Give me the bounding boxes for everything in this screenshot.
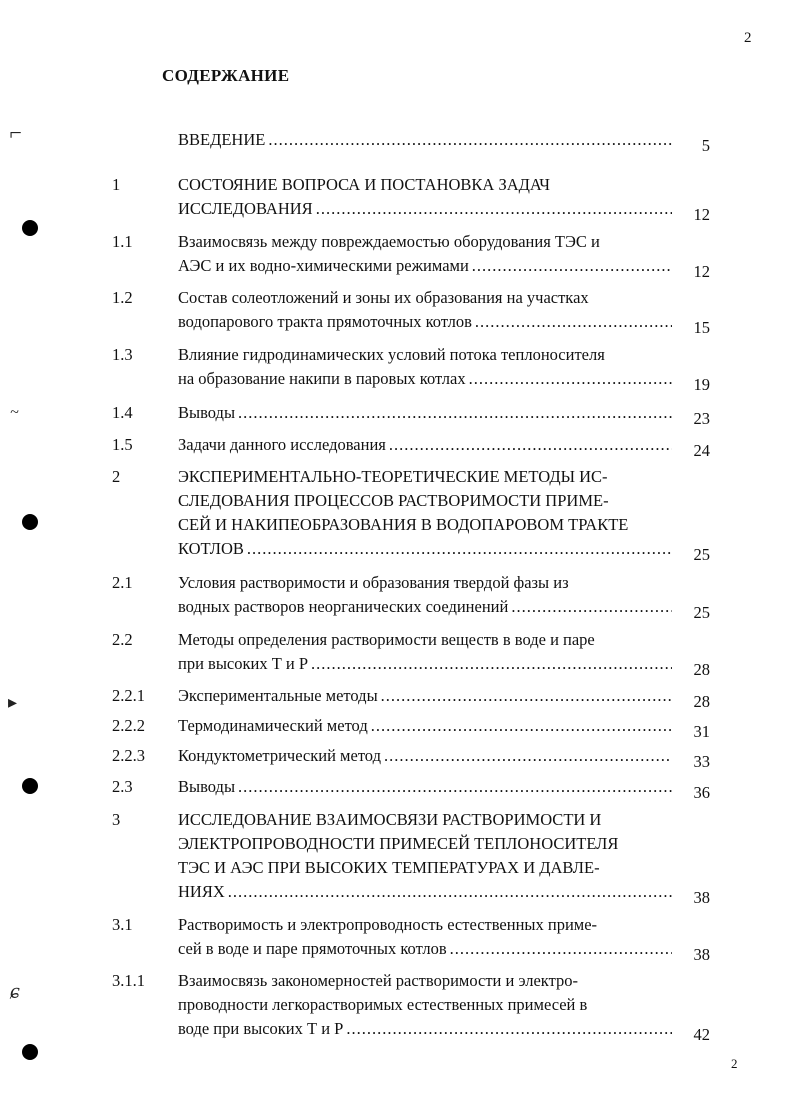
dot-leader (225, 880, 672, 904)
toc-entry-number: 1.3 (112, 345, 133, 364)
toc-entry-title-line: Состав солеотложений и зоны их образования на участках (178, 288, 589, 307)
toc-entry-title-line: Влияние гидродинамических условий потока теплоносителя (178, 345, 605, 364)
toc-entry-title-line: Взаимосвязь закономерностей растворимости и электро- (178, 971, 578, 990)
toc-entry-page: 33 (693, 752, 710, 771)
toc-entry-title-line: СЕЙ И НАКИПЕОБРАЗОВАНИЯ В ВОДОПАРОВОМ ТРАКТЕ (178, 515, 629, 534)
toc-entry-title (178, 913, 672, 961)
toc-entry-page: 28 (693, 692, 710, 711)
toc-entry-page: 24 (693, 441, 710, 460)
toc-entry-title (178, 173, 672, 221)
dot-leader (381, 744, 672, 768)
margin-mark: ~ (10, 404, 19, 421)
toc-entry-number: 3.1.1 (112, 971, 145, 990)
dot-leader (508, 595, 672, 619)
toc-entry-title (178, 343, 672, 391)
toc-entry-number: 3 (112, 810, 121, 829)
dot-leader (469, 254, 672, 278)
toc-entry-title (178, 401, 672, 425)
toc-entry-title-line: Термодинамический метод (178, 716, 368, 735)
toc-entry-title (178, 571, 672, 619)
toc-entry-title-line: Методы определения растворимости веществ в воде и паре (178, 630, 595, 649)
dot-leader (368, 714, 672, 738)
toc-entry-title (178, 465, 672, 561)
dot-leader (244, 537, 672, 561)
toc-entry-title (178, 684, 672, 708)
toc-entry-number: 2 (112, 467, 121, 486)
toc-entry-title-line: Взаимосвязь между повреждаемостью оборудования ТЭС и (178, 232, 600, 251)
toc-entry-title-line: воде при высоких Т и Р (178, 1019, 344, 1038)
toc-entry-page: 5 (701, 136, 710, 155)
toc-entry-number: 1.2 (112, 288, 133, 307)
toc-entry-page: 23 (693, 409, 710, 428)
toc-entry-number: 2.2.3 (112, 746, 145, 765)
toc-entry-title-line: сей в воде и паре прямоточных котлов (178, 939, 447, 958)
toc-entry-page: 38 (693, 888, 710, 907)
toc-entry-title-line: на образование накипи в паровых котлах (178, 369, 466, 388)
toc-entry-number: 2.2 (112, 630, 133, 649)
toc-entry-title (178, 230, 672, 278)
toc-entry-title-line: при высоких Т и Р (178, 654, 309, 673)
margin-mark: ⌐ (8, 120, 23, 145)
toc-entry-title (178, 808, 672, 904)
dot-leader (308, 652, 672, 676)
toc-entry-page: 15 (693, 318, 710, 337)
toc-entry-page: 12 (693, 205, 710, 224)
dot-leader (378, 684, 672, 708)
page-heading: СОДЕРЖАНИЕ (162, 66, 290, 85)
toc-entry-page: 12 (693, 262, 710, 281)
page-number-bottom: 2 (731, 1056, 738, 1071)
toc-entry-title-line: СЛЕДОВАНИЯ ПРОЦЕССОВ РАСТВОРИМОСТИ ПРИМЕ- (178, 491, 609, 510)
toc-entry-title-line: СОСТОЯНИЕ ВОПРОСА И ПОСТАНОВКА ЗАДАЧ (178, 175, 551, 194)
toc-entry-number: 2.1 (112, 573, 133, 592)
toc-entry-page: 19 (693, 375, 710, 394)
dot-leader (386, 433, 672, 457)
toc-entry-page: 25 (693, 603, 710, 622)
dot-leader (343, 1017, 672, 1041)
toc-entry-title-line: НИЯХ (178, 882, 225, 901)
toc-entry-number: 1.1 (112, 232, 133, 251)
toc-entry-title-line: водопарового тракта прямоточных котлов (178, 312, 472, 331)
toc-entry-title-line: ЭКСПЕРИМЕНТАЛЬНО-ТЕОРЕТИЧЕСКИЕ МЕТОДЫ ИС- (178, 467, 608, 486)
toc-entry-number: 2.3 (112, 777, 133, 796)
dot-leader (265, 128, 672, 152)
toc-entry-number: 1.5 (112, 435, 133, 454)
toc-entry-title (178, 775, 672, 799)
toc-entry-title (178, 714, 672, 738)
toc-entry-title (178, 286, 672, 334)
binder-hole (22, 778, 38, 794)
toc-entry-title-line: Растворимость и электропроводность естественных приме- (178, 915, 598, 934)
dot-leader (472, 310, 672, 334)
toc-entry-number: 1 (112, 175, 121, 194)
toc-entry-title-line: водных растворов неорганических соединений (178, 597, 509, 616)
toc-entry-title-line: ИССЛЕДОВАНИЕ ВЗАИМОСВЯЗИ РАСТВОРИМОСТИ И (178, 810, 602, 829)
toc-entry-page: 31 (693, 722, 710, 741)
toc-entry-title-line: ВВЕДЕНИЕ (178, 130, 266, 149)
toc-entry-title (178, 969, 672, 1041)
dot-leader (235, 401, 672, 425)
dot-leader (447, 937, 672, 961)
toc-entry-title-line: Экспериментальные методы (178, 686, 378, 705)
toc-entry-page: 25 (693, 545, 710, 564)
dot-leader (235, 775, 672, 799)
binder-hole (22, 220, 38, 236)
dot-leader (466, 367, 672, 391)
toc-entry-title-line: ИССЛЕДОВАНИЯ (178, 199, 313, 218)
page-number-top: 2 (744, 30, 752, 46)
toc-entry-number: 1.4 (112, 403, 133, 422)
toc-entry-title-line: Задачи данного исследования (178, 435, 386, 454)
toc-entry-number: 3.1 (112, 915, 133, 934)
toc-entry-title (178, 744, 672, 768)
toc-entry-page: 42 (693, 1025, 710, 1044)
toc-entry-number: 2.2.1 (112, 686, 145, 705)
toc-entry-page: 28 (693, 660, 710, 679)
toc-entry-title-line: АЭС и их водно-химическими режимами (178, 256, 469, 275)
toc-entry-title (178, 628, 672, 676)
dot-leader (313, 197, 672, 221)
toc-entry-number: 2.2.2 (112, 716, 145, 735)
margin-mark: ɕ (10, 978, 20, 1003)
toc-entry-title-line: проводности легкорастворимых естественных примесей в (178, 995, 588, 1014)
toc-entry-title-line: КОТЛОВ (178, 539, 244, 558)
toc-entry-title-line: ЭЛЕКТРОПРОВОДНОСТИ ПРИМЕСЕЙ ТЕПЛОНОСИТЕЛЯ (178, 834, 619, 853)
toc-entry-title (178, 128, 672, 152)
toc-entry-title-line: Кондуктометрический метод (178, 746, 381, 765)
toc-entry-title-line: Выводы (178, 777, 236, 796)
toc-entry-title-line: Выводы (178, 403, 236, 422)
toc-entry-title-line: ТЭС И АЭС ПРИ ВЫСОКИХ ТЕМПЕРАТУРАХ И ДАВЛЕ- (178, 858, 600, 877)
toc-entry-title (178, 433, 672, 457)
toc-entry-page: 36 (693, 783, 710, 802)
binder-hole (22, 514, 38, 530)
binder-hole (22, 1044, 38, 1060)
toc-entry-title-line: Условия растворимости и образования твердой фазы из (178, 573, 569, 592)
margin-mark: ▸ (8, 692, 18, 712)
toc-entry-page: 38 (693, 945, 710, 964)
